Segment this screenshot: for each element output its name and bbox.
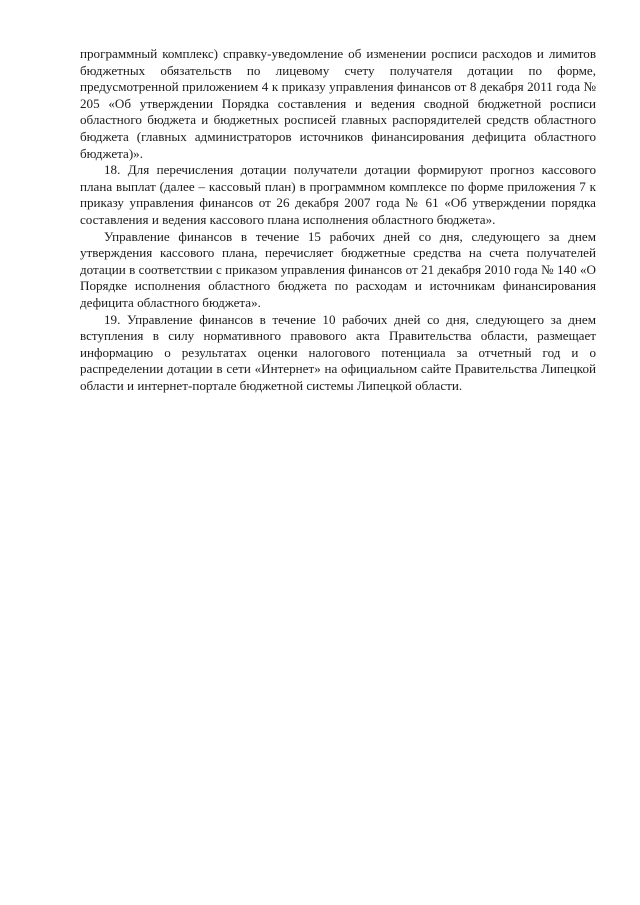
paragraph-item-19: 19. Управление финансов в течение 10 рабочих дней со дня, следующего за днем вступления в силу нормативного правового акта Правительства области, размещает информацию о результатах оценки налогового потенциала за отчетный год и о распределении дотации в сети «Интернет» на официальном сайте Правительства Липецкой области и интернет-портале бюджетной системы Липецкой области. <box>80 311 596 393</box>
paragraph-continuation: программный комплекс) справку-уведомление об изменении росписи расходов и лимитов бюджетных обязательств по лицевому счету получателя дотации по форме, предусмотренной приложением 4 к приказу управления финансов от 8 декабря 2011 года № 205 «Об утверждении Порядка составления и ведения сводной бюджетной росписи областного бюджета и бюджетных росписей главных распорядителей средств областного бюджета (главных администраторов источников финансирования дефицита областного бюджета)». <box>80 46 596 161</box>
paragraph-transfer: Управление финансов в течение 15 рабочих дней со дня, следующего за днем утверждения кассового плана, перечисляет бюджетные средства на счета получателей дотации в соответствии с приказом управления финансов от 21 декабря 2010 года № 140 «О Порядке исполнения областного бюджета по расходам и источникам финансирования дефицита областного бюджета». <box>80 228 596 310</box>
document-body <box>80 46 596 394</box>
paragraph-item-18: 18. Для перечисления дотации получатели дотации формируют прогноз кассового плана выплат (далее – кассовый план) в программном комплексе по форме приложения 7 к приказу управления финансов от 26 декабря 2007 года № 61 «Об утверждении порядка составления и ведения кассового плана исполнения областного бюджета». <box>80 162 596 227</box>
